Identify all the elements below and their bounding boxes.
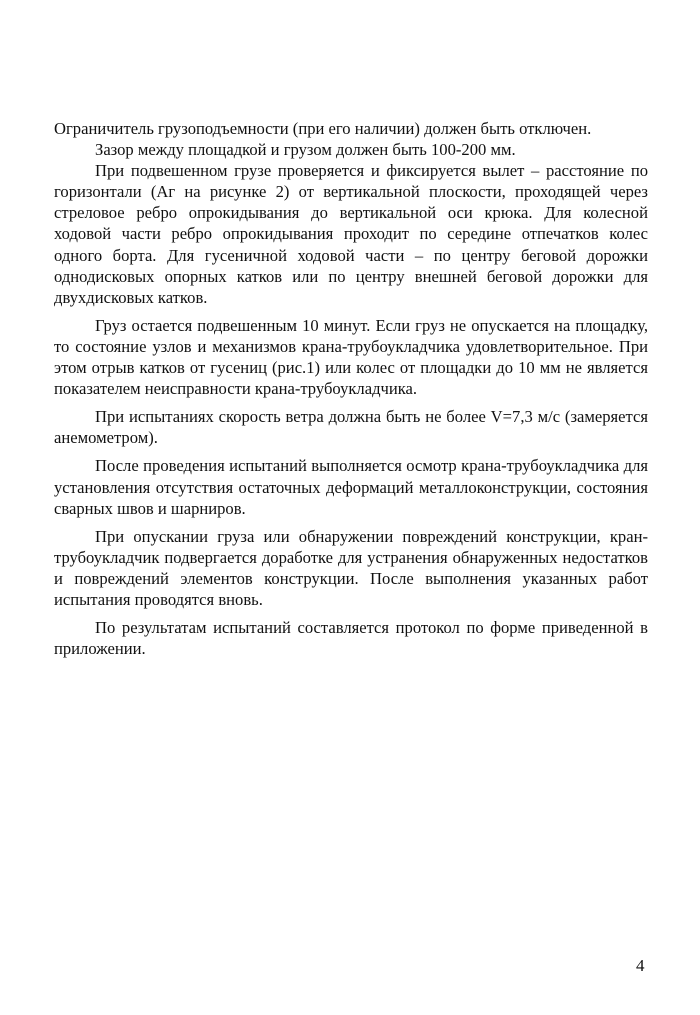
page-number: 4 (636, 956, 645, 975)
paragraph-protocol: По результатам испытаний составляется протокол по форме приведенной в приложении. (54, 618, 648, 659)
paragraph-gap-clearance: Зазор между площадкой и грузом должен быть 100-200 мм. (95, 140, 516, 160)
paragraph-load-limiter: Ограничитель грузоподъемности (при его наличии) должен быть отключен. (54, 119, 592, 138)
paragraph-reach-measurement: При подвешенном грузе проверяется и фиксируется вылет – расстояние по горизонтали (Аг на рисунке 2) от вертикальной плоскости, проходящей через стреловое ребро опрокидывания до вертикальной оси крюка. Для колесной ходовой части ребро опрокидывания проходит по середине отпечатков колес одного борта. Для гусеничной ходовой части – по центру беговой дорожки однодисковых опорных катков или по центру внешней беговой дорожки для двухдисковых катков. (54, 161, 648, 307)
paragraph-wind-speed: При испытаниях скорость ветра должна быть не более V=7,3 м/с (замеряется анемометром). (54, 407, 648, 448)
paragraph-suspension-time: Груз остается подвешенным 10 минут. Если груз не опускается на площадку, то состояние узлов и механизмов крана-трубоукладчика удовлетворительное. При этом отрыв катков от гусениц (рис.1) или колес от площадки до 10 мм не является показателем неисправности крана-трубоукладчика. (54, 315, 648, 399)
paragraph-inspection: После проведения испытаний выполняется осмотр крана-трубоукладчика для установления отсутствия остаточных деформаций металлоконструкции, состояния сварных швов и шарниров. (54, 456, 648, 518)
paragraph-rework: При опускании груза или обнаружении повреждений конструкции, кран-трубоукладчик подвергается доработке для устранения обнаруженных недостатков и повреждений элементов конструкции. После выполнения указанных работ испытания проводятся вновь. (54, 526, 648, 609)
body-text (54, 118, 648, 659)
